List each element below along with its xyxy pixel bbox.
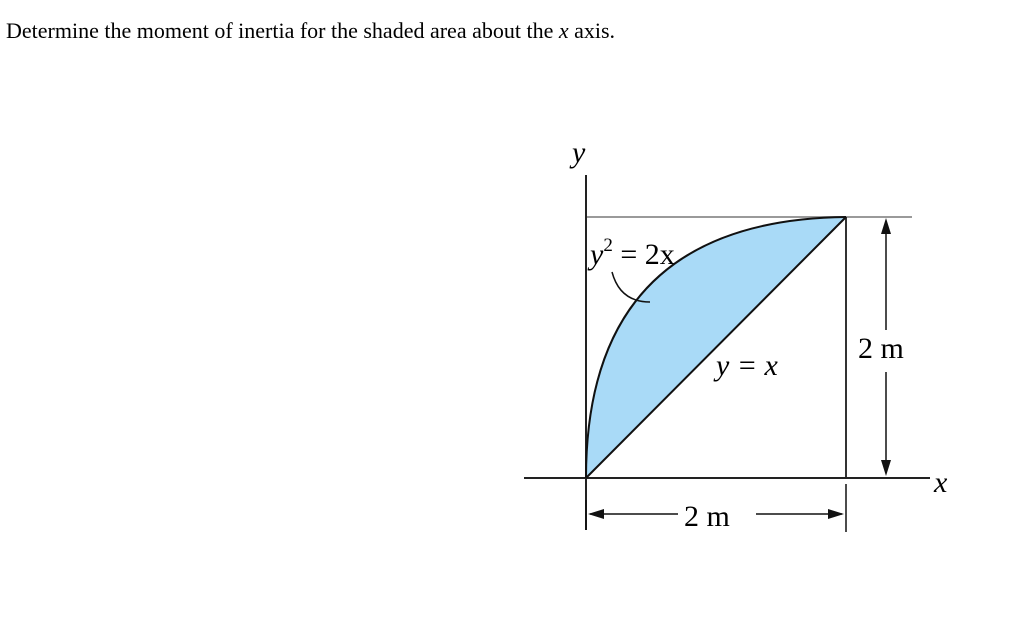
y-axis-label: y (572, 136, 586, 169)
width-dimension-label: 2 m (684, 500, 730, 533)
curve-label (587, 235, 675, 271)
x-axis-label: x (934, 466, 948, 499)
height-arrow-top-icon (881, 218, 891, 234)
problem-text-after: axis. (568, 18, 616, 43)
problem-text-before: Determine the moment of inertia for the shaded area about the (6, 18, 559, 43)
problem-variable: x (558, 18, 569, 43)
curve-label-base: y (590, 238, 604, 271)
height-arrow-bottom-icon (881, 460, 891, 476)
height-dimension-label: 2 m (858, 332, 904, 365)
curve-label-exponent: 2 (603, 235, 613, 256)
width-arrow-right-icon (828, 509, 844, 519)
curve-label-rest: = 2x (612, 238, 675, 271)
width-arrow-left-icon (588, 509, 604, 519)
line-label: y = x (716, 349, 778, 382)
